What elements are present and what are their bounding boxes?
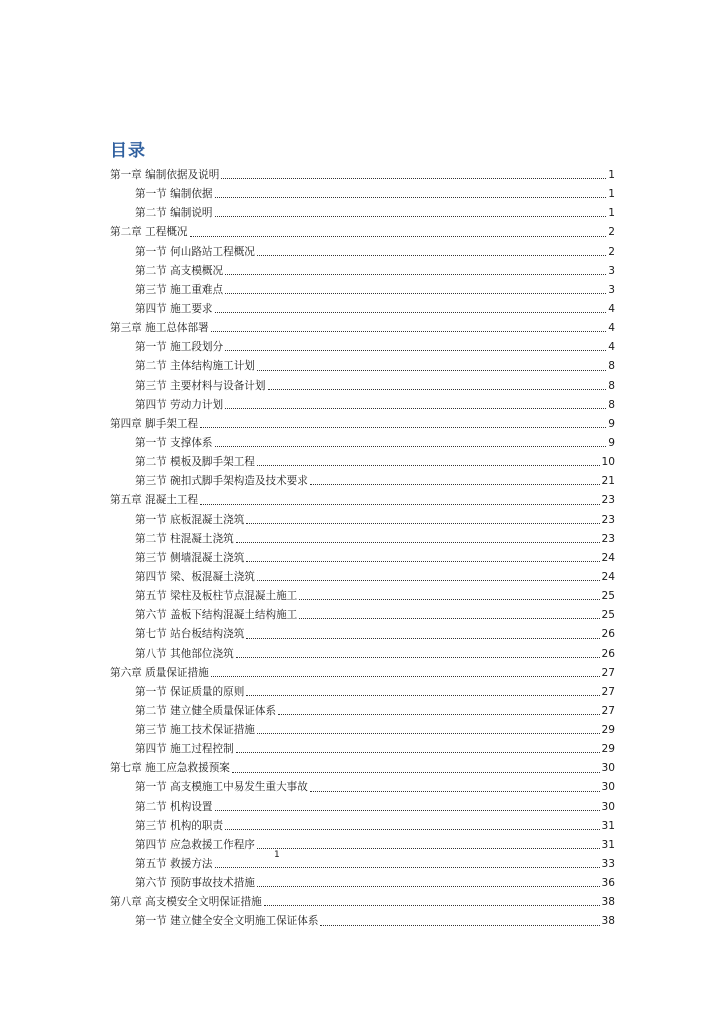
- toc-entry-page-number: 27: [601, 666, 615, 679]
- toc-entry-page-number: 29: [601, 724, 615, 737]
- dot-leader: [246, 523, 599, 524]
- toc-entry-section[interactable]: [110, 300, 615, 319]
- toc-entry-label: 第四章 脚手架工程: [110, 417, 199, 430]
- toc-entry-label: 第八节 其他部位浇筑: [135, 647, 234, 660]
- toc-entry-page-number: 23: [601, 494, 615, 507]
- dot-leader: [215, 216, 607, 217]
- toc-entry-section[interactable]: [110, 185, 615, 204]
- dot-leader: [215, 446, 607, 447]
- toc-entry-label: 第六节 盖板下结构混凝土结构施工: [135, 609, 298, 622]
- toc-entry-page-number: 2: [608, 245, 615, 258]
- dot-leader: [236, 657, 600, 658]
- toc-entry-page-number: 25: [601, 590, 615, 603]
- toc-entry-section[interactable]: [110, 855, 615, 874]
- toc-entry-label: 第二节 高支模概况: [135, 264, 224, 277]
- toc-entry-section[interactable]: [110, 243, 615, 262]
- toc-entry-page-number: 30: [601, 800, 615, 813]
- toc-entry-section[interactable]: [110, 874, 615, 893]
- toc-entry-chapter[interactable]: [110, 664, 615, 683]
- toc-entry-chapter[interactable]: [110, 223, 615, 242]
- toc-entry-page-number: 1: [608, 188, 615, 201]
- dot-leader: [211, 676, 600, 677]
- toc-entry-label: 第二节 编制说明: [135, 207, 213, 220]
- toc-entry-chapter[interactable]: [110, 759, 615, 778]
- toc-entry-page-number: 8: [608, 360, 615, 373]
- toc-entry-label: 第二节 建立健全质量保证体系: [135, 704, 277, 717]
- dot-leader: [236, 542, 600, 543]
- toc-entry-page-number: 9: [608, 436, 615, 449]
- toc-entry-section[interactable]: [110, 721, 615, 740]
- dot-leader: [257, 370, 606, 371]
- toc-entry-page-number: 25: [601, 609, 615, 622]
- dot-leader: [215, 197, 607, 198]
- toc-entry-page-number: 31: [601, 838, 615, 851]
- toc-entry-section[interactable]: [110, 511, 615, 530]
- toc-entry-page-number: 4: [608, 302, 615, 315]
- toc-entry-section[interactable]: [110, 396, 615, 415]
- toc-entry-chapter[interactable]: [110, 319, 615, 338]
- toc-entry-section[interactable]: [110, 645, 615, 664]
- toc-entry-page-number: 26: [601, 628, 615, 641]
- toc-entry-label: 第二节 机构设置: [135, 800, 213, 813]
- toc-entry-section[interactable]: [110, 702, 615, 721]
- toc-entry-page-number: 33: [601, 858, 615, 871]
- dot-leader: [299, 599, 599, 600]
- toc-entry-page-number: 4: [608, 341, 615, 354]
- dot-leader: [225, 293, 606, 294]
- toc-entry-label: 第二节 模板及脚手架工程: [135, 456, 255, 469]
- toc-entry-page-number: 27: [601, 685, 615, 698]
- toc-entry-label: 第一节 高支模施工中易发生重大事故: [135, 781, 308, 794]
- dot-leader: [221, 178, 606, 179]
- toc-entry-label: 第六节 预防事故技术措施: [135, 877, 255, 890]
- toc-entry-label: 第三章 施工总体部署: [110, 322, 209, 335]
- dot-leader: [264, 905, 600, 906]
- dot-leader: [246, 695, 599, 696]
- toc-entry-label: 第二节 主体结构施工计划: [135, 360, 255, 373]
- toc-entry-section[interactable]: [110, 568, 615, 587]
- toc-entry-section[interactable]: [110, 836, 615, 855]
- toc-entry-label: 第二章 工程概况: [110, 226, 188, 239]
- toc-entry-section[interactable]: [110, 530, 615, 549]
- toc-entry-chapter[interactable]: [110, 491, 615, 510]
- toc-entry-page-number: 24: [601, 570, 615, 583]
- toc-entry-label: 第四节 施工过程控制: [135, 743, 234, 756]
- dot-leader: [246, 638, 599, 639]
- dot-leader: [200, 504, 599, 505]
- toc-entry-chapter[interactable]: [110, 415, 615, 434]
- toc-entry-section[interactable]: [110, 338, 615, 357]
- dot-leader: [299, 618, 599, 619]
- dot-leader: [232, 772, 600, 773]
- toc-entry-page-number: 23: [601, 513, 615, 526]
- toc-entry-section[interactable]: [110, 281, 615, 300]
- dot-leader: [225, 350, 606, 351]
- toc-entry-section[interactable]: [110, 357, 615, 376]
- dot-leader: [257, 733, 600, 734]
- toc-entry-section[interactable]: [110, 779, 615, 798]
- dot-leader: [200, 427, 606, 428]
- toc-entry-page-number: 38: [601, 915, 615, 928]
- dot-leader: [310, 791, 600, 792]
- toc-entry-section[interactable]: [110, 549, 615, 568]
- dot-leader: [236, 752, 600, 753]
- toc-entry-page-number: 21: [601, 475, 615, 488]
- toc-entry-section[interactable]: [110, 740, 615, 759]
- toc-entry-page-number: 26: [601, 647, 615, 660]
- dot-leader: [257, 886, 600, 887]
- toc-entry-label: 第三节 碗扣式脚手架构造及技术要求: [135, 475, 308, 488]
- dot-leader: [190, 236, 607, 237]
- toc-entry-section[interactable]: [110, 798, 615, 817]
- toc-entry-page-number: 8: [608, 379, 615, 392]
- toc-entry-section[interactable]: [110, 817, 615, 836]
- toc-entry-page-number: 8: [608, 398, 615, 411]
- toc-entry-chapter[interactable]: [110, 166, 615, 185]
- dot-leader: [257, 580, 600, 581]
- page-number: 1: [274, 850, 280, 860]
- toc-entry-page-number: 1: [608, 207, 615, 220]
- toc-entry-page-number: 9: [608, 417, 615, 430]
- dot-leader: [268, 389, 607, 390]
- toc-entry-label: 第四节 应急救援工作程序: [135, 838, 255, 851]
- toc-entry-label: 第四节 劳动力计划: [135, 398, 224, 411]
- toc-entry-section[interactable]: [110, 587, 615, 606]
- toc-entry-chapter[interactable]: [110, 893, 615, 912]
- toc-entry-label: 第二节 柱混凝土浇筑: [135, 532, 234, 545]
- toc-entry-section[interactable]: [110, 434, 615, 453]
- toc-entry-section[interactable]: [110, 625, 615, 644]
- toc-entry-label: 第四节 梁、板混凝土浇筑: [135, 570, 255, 583]
- toc-entry-label: 第五章 混凝土工程: [110, 494, 199, 507]
- toc-entry-label: 第三节 施工技术保证措施: [135, 724, 255, 737]
- toc-entry-page-number: 1: [608, 168, 615, 181]
- toc-entry-page-number: 2: [608, 226, 615, 239]
- dot-leader: [225, 408, 606, 409]
- toc-entry-label: 第一节 何山路站工程概况: [135, 245, 255, 258]
- dot-leader: [211, 331, 607, 332]
- toc-entry-section[interactable]: [110, 912, 615, 931]
- toc-entry-page-number: 30: [601, 762, 615, 775]
- dot-leader: [215, 867, 600, 868]
- toc-entry-page-number: 38: [601, 896, 615, 909]
- dot-leader: [278, 714, 599, 715]
- toc-entry-page-number: 24: [601, 551, 615, 564]
- toc-entry-section[interactable]: [110, 453, 615, 472]
- toc-entry-label: 第一节 施工段划分: [135, 341, 224, 354]
- toc-entry-page-number: 10: [601, 456, 615, 469]
- dot-leader: [215, 810, 600, 811]
- toc-entry-label: 第一章 编制依据及说明: [110, 168, 220, 181]
- toc-list: [110, 166, 615, 932]
- toc-entry-page-number: 3: [608, 283, 615, 296]
- toc-entry-label: 第三节 机构的职责: [135, 819, 224, 832]
- toc-entry-label: 第一节 支撑体系: [135, 436, 213, 449]
- toc-entry-page-number: 31: [601, 819, 615, 832]
- toc-entry-label: 第四节 施工要求: [135, 302, 213, 315]
- toc-entry-label: 第三节 侧墙混凝土浇筑: [135, 551, 245, 564]
- toc-entry-label: 第一节 底板混凝土浇筑: [135, 513, 245, 526]
- toc-entry-label: 第七章 施工应急救援预案: [110, 762, 230, 775]
- toc-entry-page-number: 27: [601, 704, 615, 717]
- toc-entry-page-number: 29: [601, 743, 615, 756]
- dot-leader: [225, 274, 606, 275]
- toc-entry-page-number: 23: [601, 532, 615, 545]
- toc-entry-section[interactable]: [110, 377, 615, 396]
- dot-leader: [310, 484, 600, 485]
- toc-entry-section[interactable]: [110, 606, 615, 625]
- dot-leader: [215, 312, 607, 313]
- toc-entry-page-number: 30: [601, 781, 615, 794]
- toc-entry-label: 第七节 站台板结构浇筑: [135, 628, 245, 641]
- dot-leader: [246, 561, 599, 562]
- dot-leader: [257, 465, 600, 466]
- toc-title: 目录: [110, 141, 146, 161]
- toc-entry-page-number: 36: [601, 877, 615, 890]
- toc-entry-label: 第一节 编制依据: [135, 188, 213, 201]
- toc-entry-label: 第三节 主要材料与设备计划: [135, 379, 266, 392]
- toc-entry-section[interactable]: [110, 472, 615, 491]
- toc-entry-section[interactable]: [110, 204, 615, 223]
- dot-leader: [257, 848, 600, 849]
- dot-leader: [257, 255, 606, 256]
- toc-entry-label: 第一节 保证质量的原则: [135, 685, 245, 698]
- toc-entry-label: 第一节 建立健全安全文明施工保证体系: [135, 915, 319, 928]
- toc-entry-label: 第五节 梁柱及板柱节点混凝土施工: [135, 590, 298, 603]
- dot-leader: [225, 829, 599, 830]
- toc-entry-label: 第三节 施工重难点: [135, 283, 224, 296]
- dot-leader: [320, 925, 599, 926]
- toc-entry-page-number: 4: [608, 322, 615, 335]
- toc-entry-section[interactable]: [110, 262, 615, 281]
- toc-entry-page-number: 3: [608, 264, 615, 277]
- toc-entry-section[interactable]: [110, 683, 615, 702]
- toc-entry-label: 第八章 高支模安全文明保证措施: [110, 896, 262, 909]
- toc-entry-label: 第六章 质量保证措施: [110, 666, 209, 679]
- toc-entry-label: 第五节 救援方法: [135, 858, 213, 871]
